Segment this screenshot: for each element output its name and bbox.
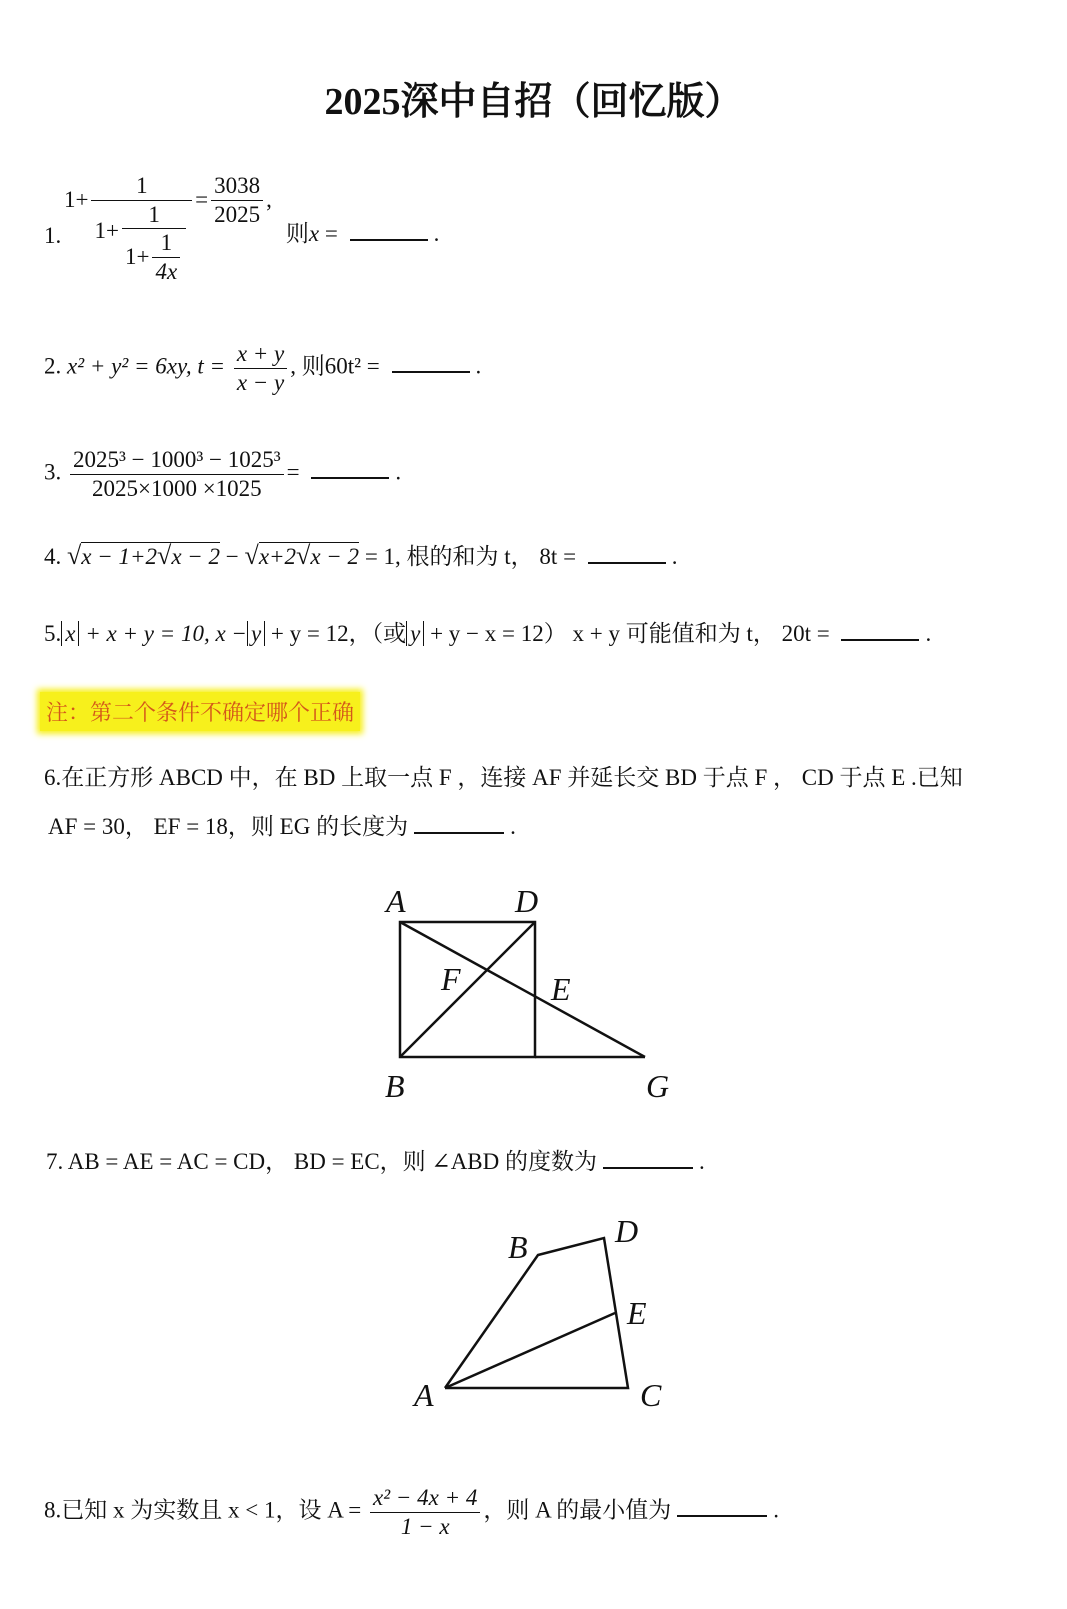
quadrilateral-abdc	[445, 1238, 628, 1388]
question-number: 4.	[44, 544, 62, 569]
label-a: A	[414, 1377, 434, 1413]
period: .	[475, 353, 482, 379]
answer-blank[interactable]	[677, 1514, 767, 1517]
question-text: ，则 A 的最小值为	[483, 1497, 672, 1523]
numerator: 1	[91, 172, 192, 201]
equals: =	[286, 459, 300, 485]
expression: x² + y² = 6xy, t =	[67, 353, 226, 379]
label-e: E	[627, 1295, 647, 1331]
diagonal-bd	[400, 922, 535, 1057]
radicand: x − 2	[171, 544, 221, 569]
period: .	[699, 1149, 705, 1174]
abs-value: y	[406, 621, 424, 646]
variable: x	[308, 221, 320, 246]
text: = 1, 根的和为 t， 8t =	[364, 544, 577, 569]
text: + x + y = 10, x −	[85, 621, 247, 646]
text: , 则60t² =	[290, 353, 380, 379]
denominator: 2025×1000 ×1025	[91, 475, 262, 501]
abs-value: y	[247, 621, 265, 646]
abs-value: x	[61, 621, 79, 646]
denominator: 1 − x	[400, 1513, 450, 1539]
equals: =	[319, 221, 338, 246]
highlighted-note: 注：第二个条件不确定哪个正确	[40, 692, 360, 731]
sqrt-icon: √	[296, 541, 311, 570]
text: 则	[285, 221, 309, 246]
question-7	[46, 1148, 705, 1176]
question-number: 1.	[44, 223, 62, 248]
equals: =	[195, 187, 209, 212]
period: .	[510, 814, 516, 839]
line-ag	[400, 922, 645, 1057]
term: 1+	[94, 217, 119, 243]
label-b: B	[385, 1068, 405, 1104]
question-number: 5.	[44, 621, 62, 646]
minus: −	[225, 544, 239, 569]
numerator: 2025³ − 1000³ − 1025³	[70, 446, 284, 475]
label-b: B	[508, 1229, 528, 1265]
radicand: x+2	[258, 544, 297, 569]
label-d: D	[615, 1213, 639, 1249]
sqrt-icon: √	[157, 541, 172, 570]
question-text: AF = 30， EF = 18，则 EG 的长度为	[48, 814, 409, 839]
numerator: 3038	[211, 172, 263, 201]
label-c: C	[640, 1377, 662, 1413]
numerator: 1	[122, 201, 186, 230]
denominator: 2025	[214, 201, 261, 227]
text: + y = 12，（或	[270, 621, 407, 646]
numerator: x + y	[234, 340, 287, 369]
denominator: x − y	[236, 369, 285, 395]
quadrilateral-figure	[445, 1238, 628, 1388]
question-text: 8.已知 x 为实数且 x < 1，设 A =	[44, 1497, 362, 1523]
label-g: G	[646, 1068, 670, 1104]
question-number: 3.	[44, 459, 62, 485]
radicand: x − 1+2	[81, 544, 158, 569]
sqrt-icon: √	[244, 541, 259, 570]
label-a: A	[386, 883, 406, 919]
page-title: 2025深中自招（回忆版）	[324, 81, 743, 123]
question-number: 2.	[44, 353, 62, 379]
period: .	[433, 221, 440, 246]
question-text: 6.在正方形 ABCD 中，在 BD 上取一点 F ，连接 AF 并延长交 BD 于点 F ， CD 于点 E .已知	[44, 765, 963, 790]
term: 1+	[124, 244, 150, 270]
answer-blank[interactable]	[603, 1166, 693, 1169]
question-text: 7. AB = AE = AC = CD， BD = EC，则 ∠ABD 的度数为	[46, 1149, 598, 1174]
comma: ,	[266, 187, 272, 212]
label-e: E	[551, 971, 571, 1007]
radicand: x − 2	[310, 544, 360, 569]
label-d: D	[515, 883, 539, 919]
question-8	[44, 1484, 779, 1540]
text: + y − x = 12） x + y 可能值和为 t， 20t =	[430, 621, 830, 646]
period: .	[671, 544, 678, 569]
term: 1+	[64, 187, 89, 212]
sqrt-icon: √	[67, 541, 82, 570]
numerator: 1	[152, 229, 180, 258]
period: .	[395, 459, 402, 485]
denominator: 4x	[155, 258, 178, 284]
period: .	[773, 1497, 779, 1523]
period: .	[925, 621, 932, 646]
label-f: F	[441, 961, 461, 997]
numerator: x² − 4x + 4	[370, 1484, 480, 1513]
